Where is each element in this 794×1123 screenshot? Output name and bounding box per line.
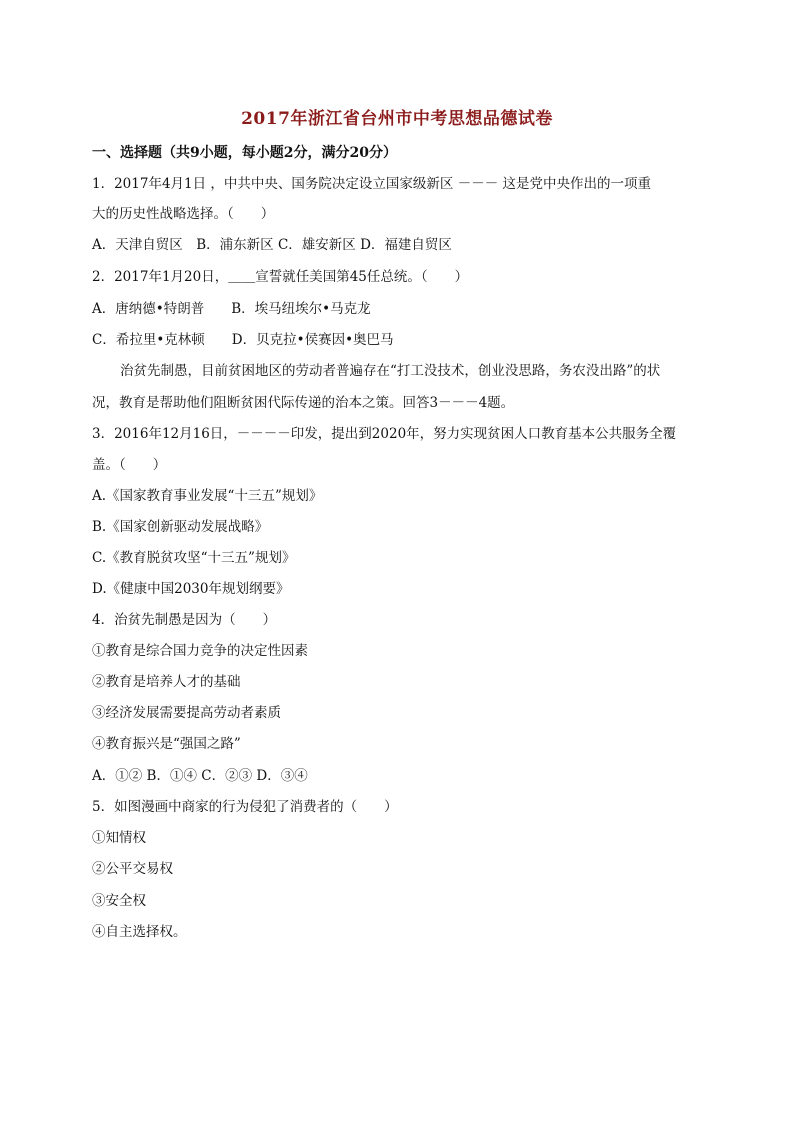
- q3-option-b: B.《国家创新驱动发展战略》: [92, 519, 269, 535]
- q5-item-3: ③安全权: [92, 893, 146, 909]
- q3-option-a: A.《国家教育事业发展“十三五”规划》: [92, 488, 323, 504]
- q5-item-4: ④自主选择权。: [92, 924, 187, 940]
- q4-item-4: ④教育振兴是“强国之路”: [92, 736, 241, 752]
- q4-item-1: ①教育是综合国力竞争的决定性因素: [92, 643, 308, 659]
- q1-line-1: 1．2017年4月1日 ，中共中央、国务院决定设立国家级新区 －－－ 这是党中央作出的一项重: [92, 176, 651, 192]
- q1-options: A．天津自贸区 B．浦东新区 C．雄安新区 D．福建自贸区: [92, 237, 452, 253]
- q5-stem: 5．如图漫画中商家的行为侵犯了消费者的（ ）: [92, 799, 398, 815]
- q4-stem: 4．治贫先制愚是因为（ ）: [92, 612, 277, 628]
- q3-line-2: 盖。（ ）: [92, 457, 167, 473]
- passage-line-1: 治贫先制愚，目前贫困地区的劳动者普遍存在“打工没技术，创业没思路，务农没出路”的状: [120, 363, 661, 379]
- q5-item-2: ②公平交易权: [92, 861, 173, 877]
- q1-line-2: 大的历史性战略选择。（ ）: [92, 206, 275, 222]
- q3-line-1: 3．2016年12月16日，－－－－印发，提出到2020年，努力实现贫困人口教育基本公共服务全覆: [92, 426, 677, 442]
- section-title: 一、选择题（共9小题，每小题2分，满分20分）: [92, 145, 397, 161]
- q5-item-1: ①知情权: [92, 830, 146, 846]
- q4-item-2: ②教育是培养人才的基础: [92, 674, 241, 690]
- q2-stem: 2．2017年1月20日，＿＿宣誓就任美国第45任总统。（ ）: [92, 269, 469, 285]
- q3-option-d: D.《健康中国2030年规划纲要》: [92, 581, 290, 597]
- page-title: 2017年浙江省台州市中考思想品德试卷: [241, 109, 553, 129]
- q4-options: A．①② B．①④ C．②③ D．③④: [92, 768, 308, 784]
- q3-option-c: C.《教育脱贫攻坚“十三五”规划》: [92, 550, 296, 566]
- q4-item-3: ③经济发展需要提高劳动者素质: [92, 705, 281, 721]
- q2-options-ab: A．唐纳德•特朗普 B．埃马纽埃尔•马克龙: [92, 301, 371, 317]
- passage-line-2: 况，教育是帮助他们阻断贫困代际传递的治本之策。回答3－－－4题。: [92, 395, 515, 411]
- q2-options-cd: C．希拉里•克林顿 D．贝克拉•侯赛因•奥巴马: [92, 332, 394, 348]
